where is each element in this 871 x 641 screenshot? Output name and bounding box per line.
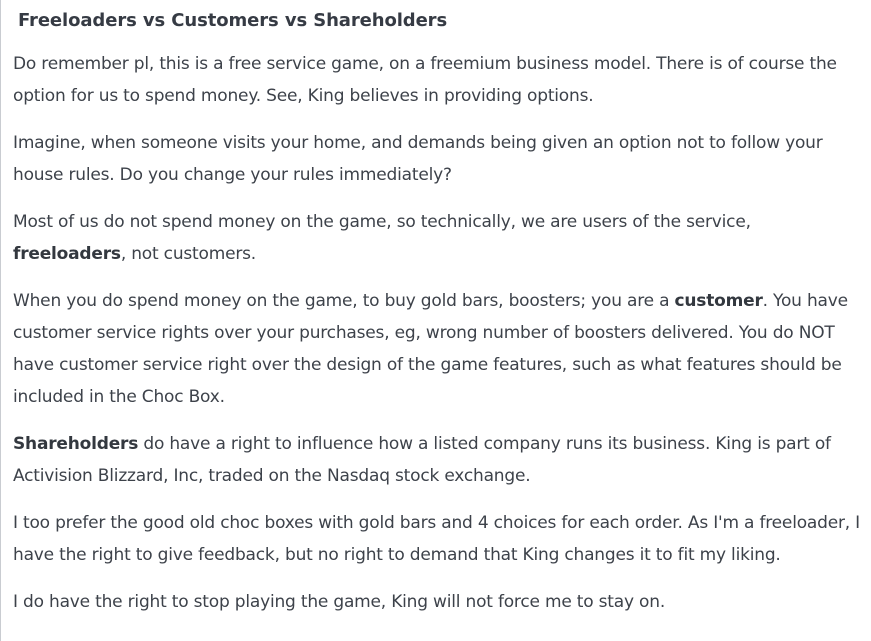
post-paragraph-3 — [13, 206, 861, 270]
post-paragraph-2: Imagine, when someone visits your home, and demands being given an option not to follow your house rules. Do you change your rules immediately? — [13, 133, 823, 185]
emphasis-freeloaders: freeloaders — [13, 244, 121, 264]
post-title: Freeloaders vs Customers vs Shareholders — [18, 10, 448, 31]
paragraph-text: do have a right to influence how a listed company runs its business. King is part of Activision Blizzard, Inc, traded on the Nasdaq stock exchange. — [13, 434, 831, 486]
post-paragraph-5 — [13, 428, 861, 492]
paragraph-text: When you do spend money on the game, to buy gold bars, boosters; you are a — [13, 291, 675, 311]
emphasis-customer: customer — [674, 291, 763, 311]
post-paragraph-6: I too prefer the good old choc boxes with gold bars and 4 choices for each order. As I'm a freeloader, I have the right to give feedback, but no right to demand that King changes it to fit my liking. — [13, 513, 860, 565]
paragraph-text: Most of us do not spend money on the game, so technically, we are users of the service, — [13, 212, 751, 232]
emphasis-shareholders: Shareholders — [13, 434, 139, 454]
paragraph-text: , not customers. — [120, 244, 256, 264]
paragraph-text: . You have customer service rights over your purchases, eg, wrong number of boosters delivered. You do NOT have customer service right over the design of the game features, such as what features should be included in the Choc Box. — [13, 291, 848, 407]
post-paragraph-4 — [13, 285, 861, 413]
post-paragraph-7: I do have the right to stop playing the game, King will not force me to stay on. — [13, 592, 666, 612]
post-paragraph-1: Do remember pl, this is a free service game, on a freemium business model. There is of course the option for us to spend money. See, King believes in providing options. — [13, 54, 837, 106]
